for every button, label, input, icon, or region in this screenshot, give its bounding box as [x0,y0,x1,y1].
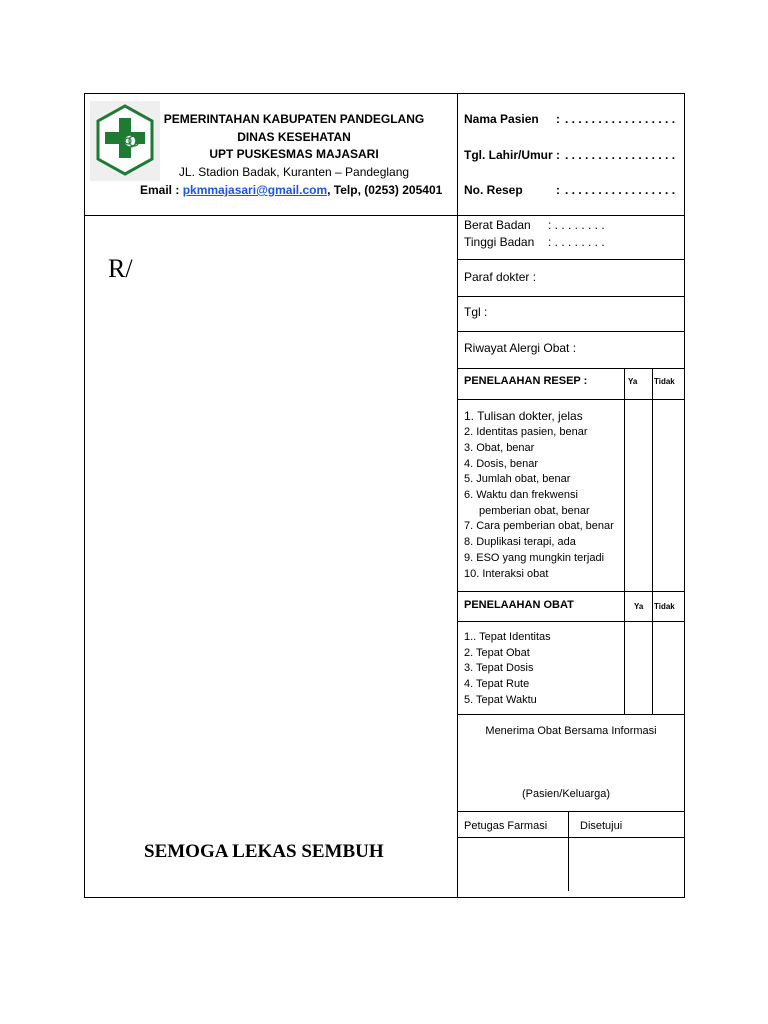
resep-item: 8. Duplikasi terapi, ada [464,536,576,548]
frame-top [84,93,685,94]
obat-tidak-header: Tidak [654,602,675,611]
row-line [457,368,685,369]
row-line [457,837,685,838]
row-line [457,591,685,592]
ya-col-line [624,368,625,591]
weight-field[interactable]: : . . . . . . . . [548,218,605,232]
height-label: Tinggi Badan [464,235,535,249]
obat-item: 5. Tepat Waktu [464,694,537,706]
patient-dob-label: Tgl. Lahir/Umur : [464,148,560,162]
row-line [457,714,685,715]
ya-col-line [624,591,625,714]
rx-symbol: R/ [108,254,133,283]
obat-item: 2. Tepat Obat [464,647,530,659]
doctor-paraf-label: Paraf dokter : [464,270,537,284]
tidak-col-line [652,368,653,591]
height-field[interactable]: : . . . . . . . . [548,235,605,249]
row-line [457,811,685,812]
resep-item: 1. Tulisan dokter, jelas [464,409,583,423]
resep-item: 9. ESO yang mungkin terjadi [464,552,605,564]
pharmacist-label: Petugas Farmasi [464,820,548,832]
recipe-number-colon: : [556,183,560,197]
date-label: Tgl : [464,305,488,319]
obat-item: 1.. Tepat Identitas [464,631,551,643]
row-line [457,399,685,400]
receipt-who: (Pasien/Keluarga) [521,788,611,800]
frame-bottom [84,897,685,898]
resep-item: 4. Dosis, benar [464,458,538,470]
row-line [457,621,685,622]
obat-ya-header: Ya [634,602,644,611]
obat-item: 4. Tepat Rute [464,678,530,690]
resep-item: 5. Jumlah obat, benar [464,473,571,485]
frame-right [684,93,685,898]
recipe-number-label: No. Resep [464,183,523,197]
receipt-info: Menerima Obat Bersama Informasi [485,725,657,737]
frame-left [84,93,85,898]
column-divider [457,93,458,898]
resep-item: 3. Obat, benar [464,442,535,454]
header-address: JL. Stadion Badak, Kuranten – Pandeglang [178,165,410,179]
obat-item: 3. Tepat Dosis [464,662,534,674]
header-contact [140,184,442,196]
resep-item: 7. Cara pemberian obat, benar [464,520,614,532]
resep-review-title: PENELAAHAN RESEP : [464,375,588,387]
resep-item: 2. Identitas pasien, benar [464,426,588,438]
header-line-2: DINAS KESEHATAN [237,130,351,144]
approved-label: Disetujui [580,820,623,832]
row-line [457,331,685,332]
phone: , Telp, (0253) 205401 [327,183,443,197]
row-line [457,296,685,297]
recipe-number-field[interactable]: . . . . . . . . . . . . . . . . . [565,183,676,197]
patient-dob-field[interactable]: . . . . . . . . . . . . . . . . . [565,148,676,162]
tidak-col-line [652,591,653,714]
row-line [457,259,685,260]
email-link[interactable]: pkmmajasari@gmail.com [182,183,328,197]
allergy-label: Riwayat Alergi Obat : [464,341,577,355]
resep-item: pemberian obat, benar [479,505,590,517]
resep-tidak-header: Tidak [654,377,675,386]
resep-item: 6. Waktu dan frekwensi [464,489,578,501]
weight-label: Berat Badan [464,218,531,232]
header-divider [84,215,685,216]
patient-name-colon: : [556,112,560,126]
resep-item: 10. Interaksi obat [464,568,549,580]
patient-name-field[interactable]: . . . . . . . . . . . . . . . . . [565,112,676,126]
header-line-3: UPT PUSKESMAS MAJASARI [209,147,379,161]
patient-name-label: Nama Pasien [464,112,539,126]
resep-ya-header: Ya [628,377,638,386]
farewell-text: SEMOGA LEKAS SEMBUH [144,841,384,862]
email-label: Email : [140,183,183,197]
header-line-1: PEMERINTAHAN KABUPATEN PANDEGLANG [163,112,425,126]
obat-review-title: PENELAAHAN OBAT [464,599,574,611]
signoff-divider [568,811,569,891]
